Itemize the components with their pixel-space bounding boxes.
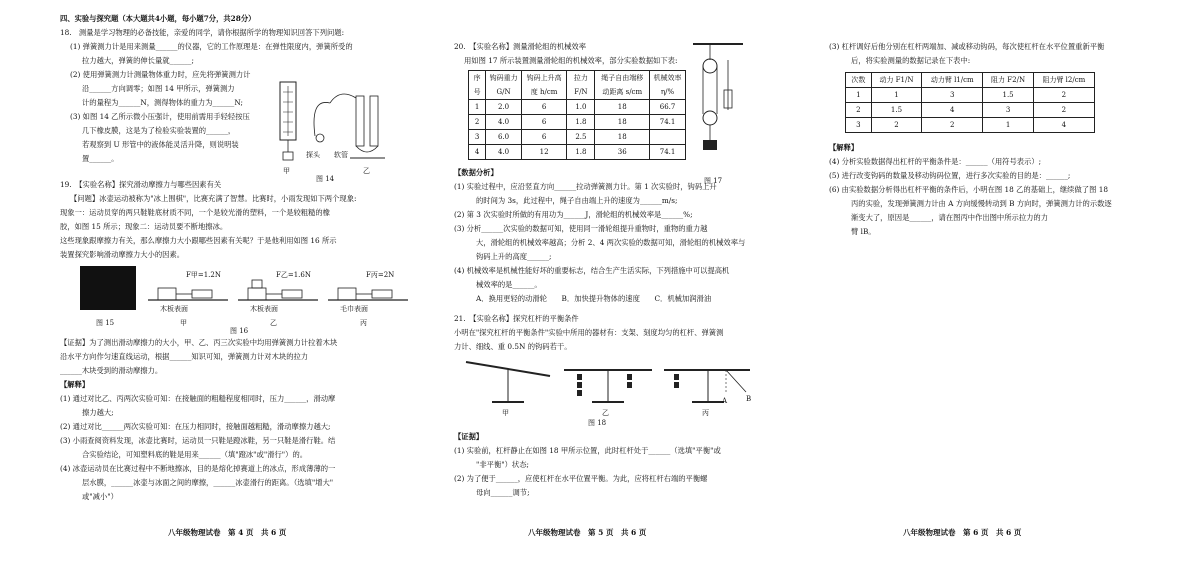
fig14-label-b: 乙 (363, 167, 370, 175)
table-header: 钩码上升高度 h/cm (521, 71, 567, 100)
table-header-row (469, 71, 686, 100)
q19-line: (3) 小雨查阅资料发现，冰壶比赛时，运动员一只鞋是蹬冰鞋，另一只鞋是滑行鞋。结 (60, 436, 336, 445)
q21-line: (3) 杠杆调好后他分别在杠杆两端加、减或移动钩码，每次使杠杆在水平位置重新平衡 (829, 42, 1105, 51)
q18-line: 18. 测量是学习物理的必备技能，亲爱的同学，请你根据所学的物理知识回答下列问题: (60, 28, 345, 37)
q20-line: A．换用更轻的动滑轮 B．加快提升物体的速度 C．机械加润滑油 (476, 294, 712, 303)
page-footer: 八年级物理试卷 第 6 页 共 6 页 (903, 528, 1022, 537)
q18-line: 沿______方向调零；如图 14 甲所示，弹簧测力 (82, 84, 235, 93)
table-header: 序号 (469, 71, 486, 100)
table-row (846, 88, 1095, 103)
q20-line: 用如图 17 所示装置测量滑轮组的机械效率，部分实验数据如下表: (464, 56, 678, 65)
fig18-label-a: 甲 (502, 409, 509, 417)
table-cell: 18 (595, 100, 650, 115)
table-cell: 2 (1033, 103, 1094, 118)
fig18-point-a: A (722, 397, 728, 405)
q20-line: (2) 第 3 次实验时所做的有用功为______J，滑轮组的机械效率是______%; (454, 210, 693, 219)
table-cell: 6 (521, 100, 567, 115)
fig18-label-c: 丙 (702, 409, 709, 417)
table-header: 拉力 F/N (567, 71, 595, 100)
table-cell: 2 (871, 118, 921, 133)
table-cell: 1.8 (567, 145, 595, 160)
q21-line: 21. 【实验名称】探究杠杆的平衡条件 (454, 314, 579, 323)
q18-line: 计的量程为______N，测得物体的重力为______N; (82, 98, 243, 107)
page-footer: 八年级物理试卷 第 5 页 共 6 页 (528, 528, 647, 537)
table-cell: 6 (521, 130, 567, 145)
q19-line: 合实验结论，可知塑料底的鞋是用来______（填"蹬冰"或"滑行"）的。 (82, 450, 308, 459)
table-cell: 74.1 (650, 115, 686, 130)
table-cell: 2.0 (486, 100, 522, 115)
q20-line: (3) 分析______次实验的数据可知，使用同一滑轮组提升重物时，重物的重力越 (454, 224, 708, 233)
q21-line: (5) 进行改变钩码的数量及移动钩码位置，进行多次实验的目的是：______; (829, 171, 1071, 180)
q18-line: 几下橡皮膜，这是为了检验实验装置的______， (82, 126, 236, 135)
q18-line: 拉力越大，弹簧的伸长量就______; (82, 56, 194, 65)
pulley-data-table (468, 70, 686, 160)
table-cell: 66.7 (650, 100, 686, 115)
table-cell: 18 (595, 130, 650, 145)
table-cell: 1.8 (567, 115, 595, 130)
q20-line: 钩码上升的高度______; (476, 252, 552, 261)
fig18-point-b: B (746, 395, 752, 403)
fig18-caption: 图 18 (588, 419, 607, 427)
q21-line: 力计、细线、重 0.5N 的钩码若干。 (454, 342, 572, 351)
q19-line: (1) 通过对比乙、丙两次实验可知：在接触面的粗糙程度相同时，压力______，滑动摩 (60, 394, 336, 403)
exam-page-6 (815, 0, 1200, 568)
q20-line: (1) 实验过程中，应沿竖直方向______拉动弹簧测力计。第 1 次实验时，钩码上升 (454, 182, 717, 191)
table-cell: 3 (469, 130, 486, 145)
q19-line: 层水膜，______冰壶与冰面之间的摩擦，______冰壶滑行的距离。（选填"增大" (82, 478, 334, 487)
q20-line: 的时间为 3s，此过程中，绳子自由端上升的速度为______m/s; (476, 196, 678, 205)
table-cell: 36 (595, 145, 650, 160)
q18-line: (3) 如图 14 乙所示微小压强计，使用前需用手轻轻按压 (70, 112, 250, 121)
figures-15-16 (60, 266, 432, 336)
page-footer: 八年级物理试卷 第 4 页 共 6 页 (168, 528, 287, 537)
q20-line: 大，滑轮组的机械效率越高；分析 2、4 两次实验的数据可知，滑轮组的机械效率与 (476, 238, 746, 247)
fig16-force-b: F乙=1.6N (276, 271, 311, 279)
q19-line: 【问题】冰壶运动被称为"冰上围棋"，比赛充满了智慧。比赛时，小雨发现如下两个现象: (70, 194, 357, 203)
q20-line: 20. 【实验名称】测量滑轮组的机械效率 (454, 42, 587, 51)
q21-line: 渐变大了，原因是______，请在图丙中作出图中所示拉力的力 (851, 213, 1049, 222)
table-cell: 4.0 (486, 115, 522, 130)
q21-line: (2) 为了便于______，应使杠杆在水平位置平衡。为此，应将杠杆右端的平衡螺 (454, 474, 708, 483)
fig16-surface-b: 木板表面 (250, 305, 278, 313)
table-cell: 2 (846, 103, 872, 118)
table-header: 机械效率 η/% (650, 71, 686, 100)
table-header: 绳子自由端移动距离 s/cm (595, 71, 650, 100)
q19-line: (2) 通过对比______两次实验可知：在压力相同时，接触面越粗糙，滑动摩擦力越大; (60, 422, 331, 431)
q21-line: 臂 lB。 (851, 227, 876, 236)
table-cell: 1.5 (983, 88, 1033, 103)
table-cell: 4 (469, 145, 486, 160)
q21-line: 小明在"探究杠杆的平衡条件"实验中所用的器材有：支架、刻度均匀的杠杆、弹簧测 (454, 328, 724, 337)
question-21-evidence (454, 430, 807, 500)
q20-line: 【数据分析】 (454, 168, 498, 177)
table-row (469, 115, 686, 130)
table-cell: 3 (983, 103, 1033, 118)
fig16-label-a: 甲 (180, 319, 187, 327)
table-cell: 74.1 (650, 145, 686, 160)
question-20-analysis (454, 166, 807, 306)
figure-17 (688, 40, 748, 190)
table-cell: 3 (846, 118, 872, 133)
fig14-label-probe: 探头 (306, 151, 320, 159)
table-row (469, 130, 686, 145)
table-cell: 6 (521, 115, 567, 130)
q19-line: ______木块受到的滑动摩擦力。 (60, 366, 163, 375)
table-cell: 2 (922, 118, 983, 133)
q19-line: 装置探究影响滑动摩擦力大小的因素。 (60, 250, 185, 259)
table-header: 钩码重力 G/N (486, 71, 522, 100)
table-header: 动力臂 l1/cm (922, 73, 983, 88)
table-header: 动力 F1/N (871, 73, 921, 88)
q21-line: "非平衡"）状态; (476, 460, 529, 469)
figure-14-drawing (270, 78, 390, 178)
table-cell: 2 (1033, 88, 1094, 103)
lever-data-table (845, 72, 1095, 133)
q21-line: 后，将实验测量的数据记录在下表中: (851, 56, 971, 65)
table-cell: 1.5 (871, 103, 921, 118)
table-cell: 1.0 (567, 100, 595, 115)
q21-line: 【解释】 (829, 143, 859, 152)
table-row (469, 100, 686, 115)
q21-line: 丙的实验，发现弹簧测力计由 A 方向缓慢转动到 B 方向时，弹簧测力计的示数逐 (851, 199, 1112, 208)
q19-line: 这些现象跟摩擦力有关，那么摩擦力大小跟哪些因素有关呢？于是他利用如图 16 所示 (60, 236, 337, 245)
figure-18-drawing (464, 354, 764, 412)
fig14-caption: 图 14 (316, 175, 335, 183)
table-cell: 4 (922, 103, 983, 118)
q21-line: 【证据】 (454, 432, 484, 441)
q20-line: (4) 机械效率是机械性能好坏的重要标志，结合生产生活实际，下列措施中可以提高机 (454, 266, 730, 275)
fig16-force-c: F丙=2N (366, 271, 395, 279)
fig16-force-a: F甲=1.2N (186, 271, 221, 279)
q19-line: 沿水平方向作匀速直线运动，根据______知识可知，弹簧测力计对木块的拉力 (60, 352, 309, 361)
table-row (846, 118, 1095, 133)
table-cell: 3 (922, 88, 983, 103)
table-cell: 4.0 (486, 145, 522, 160)
table-header: 次数 (846, 73, 872, 88)
table-cell: 6.0 (486, 130, 522, 145)
q21-line: (4) 分析实验数据得出杠杆的平衡条件是：______（用符号表示）; (829, 157, 1042, 166)
table-cell: 1 (846, 88, 872, 103)
table-header: 阻力臂 l2/cm (1033, 73, 1094, 88)
fig17-caption: 图 17 (704, 177, 723, 185)
table-cell: 1 (871, 88, 921, 103)
table-cell (650, 130, 686, 145)
question-19 (60, 178, 432, 262)
q21-line: (1) 实验前，杠杆静止在如图 18 甲所示位置，此时杠杆处于______（选填"平衡"或 (454, 446, 721, 455)
table-cell: 1 (983, 118, 1033, 133)
q18-line: (2) 使用弹簧测力计测量物体重力时，应先将弹簧测力计 (70, 70, 251, 79)
fig15-caption: 图 15 (96, 319, 115, 327)
table-row (846, 103, 1095, 118)
table-cell: 2.5 (567, 130, 595, 145)
table-cell: 18 (595, 115, 650, 130)
question-21-explanation (829, 141, 1186, 239)
exam-page-4 (0, 0, 440, 568)
q19-line: 擦力越大; (82, 408, 114, 417)
q19-line: 【证据】为了测出滑动摩擦力的大小，甲、乙、丙三次实验中均用弹簧测力计拉着木块 (60, 338, 338, 347)
question-21 (454, 312, 807, 354)
fig16-surface-c: 毛巾表面 (340, 305, 368, 313)
figure-15-image (80, 266, 136, 310)
fig16-label-b: 乙 (270, 319, 277, 327)
fig16-caption: 图 16 (230, 327, 249, 335)
figure-14 (270, 78, 390, 186)
q19-line: 19. 【实验名称】探究滑动摩擦力与哪些因素有关 (60, 180, 222, 189)
fig18-label-b: 乙 (602, 409, 609, 417)
fig14-label-hose: 软管 (334, 151, 348, 159)
table-header-row (846, 73, 1095, 88)
q18-line: 若观察到 U 形管中的液体能灵活升降，则说明装 (82, 140, 239, 149)
q18-line: (1) 弹簧测力计是用来测量______的仪器，它的工作原理是：在弹性限度内，弹簧所受的 (70, 42, 353, 51)
figure-17-drawing (688, 40, 748, 170)
q19-line: 【解释】 (60, 380, 90, 389)
q19-line: 胶，如图 15 所示；现象二：运动员要不断地擦冰。 (60, 222, 228, 231)
table-cell: 1 (469, 100, 486, 115)
q18-line: 置______。 (82, 154, 119, 163)
section-title: 四、实验与探究题（本大题共4小题，每小题7分，共28分） (60, 14, 256, 23)
exam-page-5 (440, 0, 815, 568)
q21-line: (6) 由实验数据分析得出杠杆平衡的条件后，小明在图 18 乙的基础上，继续做了图 18 (829, 185, 1108, 194)
table-cell: 4 (1033, 118, 1094, 133)
question-19-continued (60, 336, 432, 504)
figure-18 (454, 354, 807, 430)
table-header: 阻力 F2/N (983, 73, 1033, 88)
q19-line: 现象一：运动员穿的两只鞋鞋底材质不同，一个是较光滑的塑料，一个是较粗糙的橡 (60, 208, 330, 217)
q19-line: (4) 冰壶运动员在比赛过程中不断地擦冰，目的是熔化掉赛道上的冰点，形成薄薄的一 (60, 464, 336, 473)
table-cell: 12 (521, 145, 567, 160)
q19-line: 或"减小"） (82, 492, 118, 501)
q21-line: 母向______调节; (476, 488, 530, 497)
fig14-label-a: 甲 (283, 167, 290, 175)
fig16-surface-a: 木板表面 (160, 305, 188, 313)
fig16-label-c: 丙 (360, 319, 367, 327)
table-row (469, 145, 686, 160)
q20-line: 械效率的是______。 (476, 280, 542, 289)
table-cell: 2 (469, 115, 486, 130)
